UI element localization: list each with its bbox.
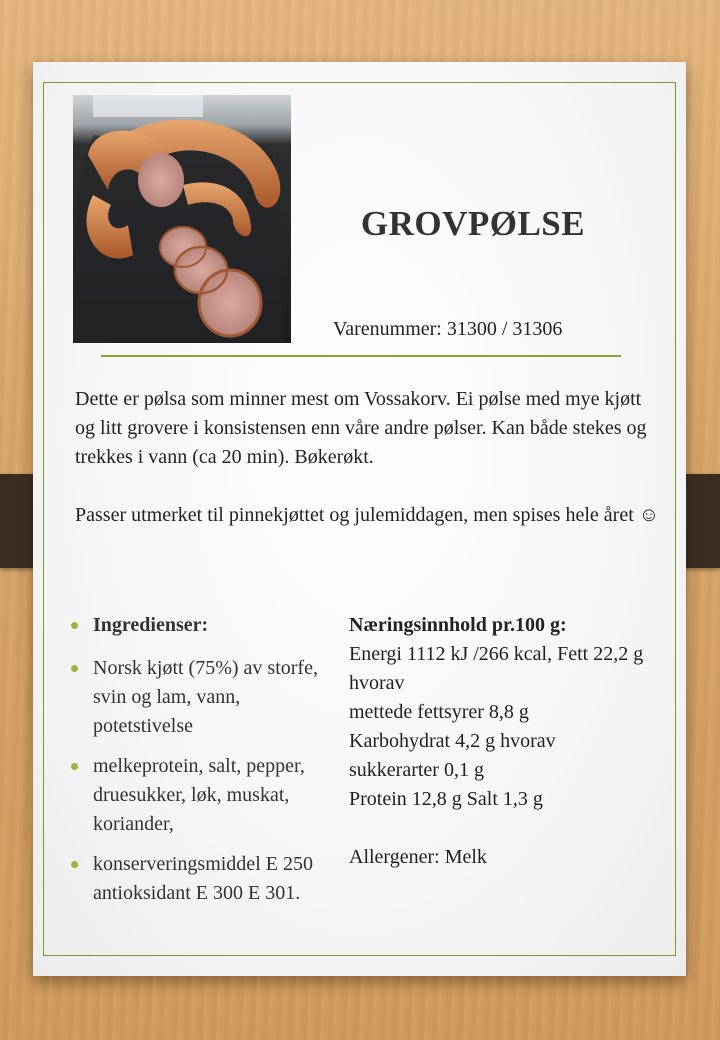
description-paragraph-2: Passer utmerket til pinnekjøttet og julemiddagen, men spises hele året ☺ [75, 504, 660, 526]
ingredients-heading: Ingredienser: [71, 611, 321, 640]
nutrition-info [349, 611, 649, 872]
allergens: Allergener: Melk [349, 846, 487, 868]
sausage-photo [73, 95, 291, 343]
list-item: melkeprotein, salt, pepper, druesukker, løk, muskat, koriander, [71, 752, 321, 839]
nutrition-line: Karbohydrat 4,2 g hvorav sukkerarter 0,1 g [349, 730, 556, 781]
product-card [33, 62, 686, 976]
sausage-image [73, 95, 291, 343]
spacer [349, 814, 649, 843]
product-description [75, 385, 665, 530]
product-title: GROVPØLSE [360, 204, 586, 243]
list-item: konserveringsmiddel E 250 antioksidant E 300 E 301. [71, 850, 321, 908]
description-paragraph-1: Dette er pølsa som minner mest om Vossakorv. Ei pølse med mye kjøtt og litt grovere i konsistensen enn våre andre pølser. Kan både stekes og trekkes i vann (ca 20 min). Bøkerøkt. [75, 388, 647, 468]
item-number: Varenummer: 31300 / 31306 [333, 318, 563, 340]
nutrition-heading: Næringsinnhold pr.100 g: [349, 614, 567, 636]
ingredients-list [71, 611, 321, 919]
nutrition-line: Energi 1112 kJ /266 kcal, Fett 22,2 g hvorav [349, 643, 644, 694]
nutrition-line: mettede fettsyrer 8,8 g [349, 701, 529, 723]
list-item: Norsk kjøtt (75%) av storfe, svin og lam, vann, potetstivelse [71, 654, 321, 741]
nutrition-line: Protein 12,8 g Salt 1,3 g [349, 788, 543, 810]
divider [101, 355, 621, 357]
